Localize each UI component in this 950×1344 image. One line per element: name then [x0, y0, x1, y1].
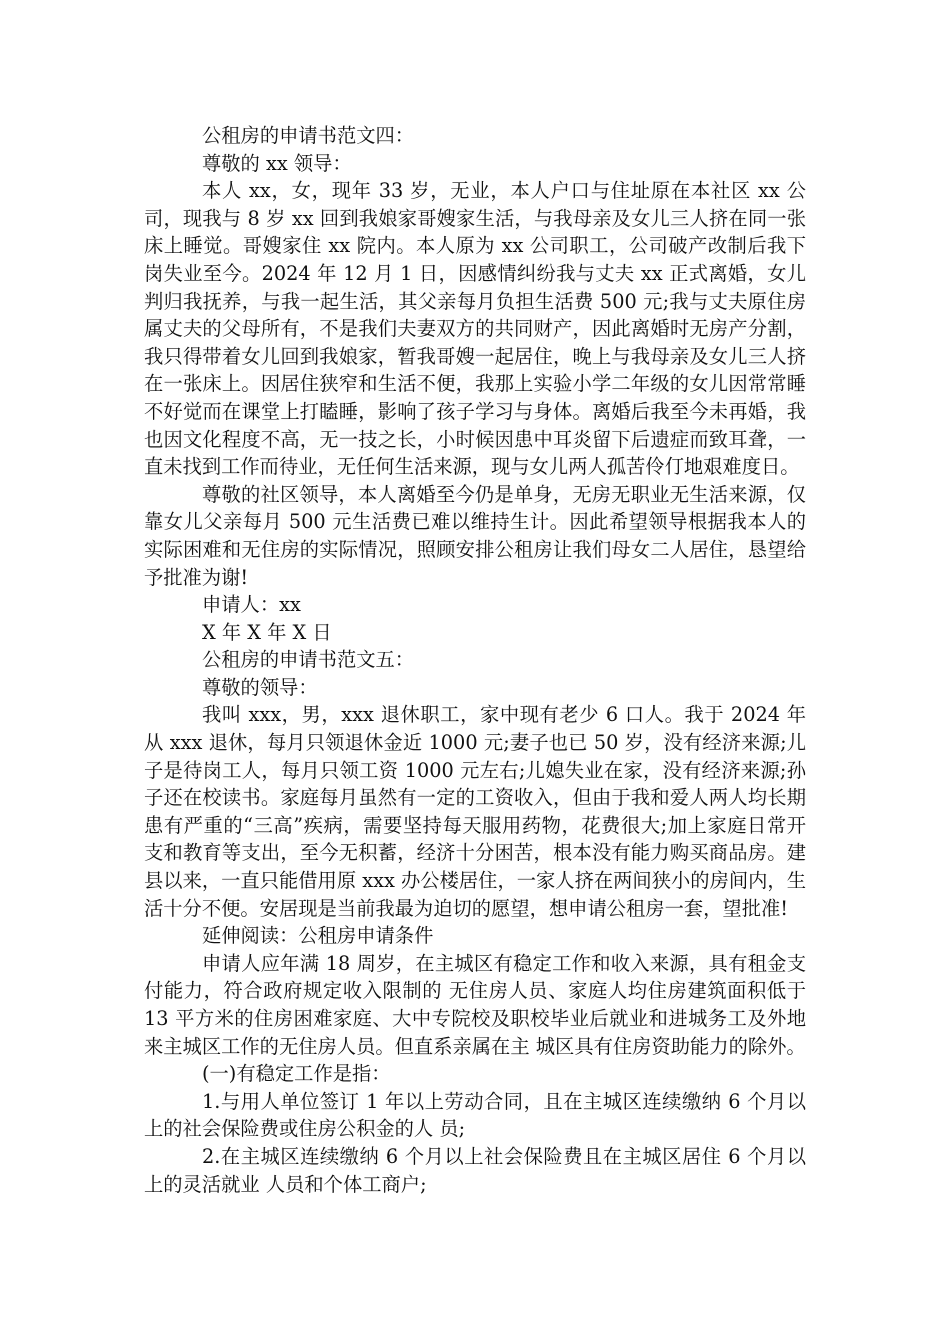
- sub-heading: (一)有稳定工作是指：: [202, 1062, 391, 1086]
- salutation: 尊敬的 xx 领导：: [202, 151, 352, 175]
- section-heading-5: 公租房的申请书范文五：: [202, 648, 415, 672]
- section-heading-4: 公租房的申请书范文四：: [202, 124, 415, 147]
- body-paragraph: 本人 xx，女，现年 33 岁，无业，本人户口与住址原在本社区 xx 公司，现我与 8 岁 xx 回到我娘家哥嫂家生活，与我母亲及女儿三人挤在同一张床上睡觉。哥嫂家住 xx 院内。本人原为 xx 公司职工，公司破产改制后我下岗失业至今。2024 年 12 月 1 日，因感情纠纷我与丈夫 xx 正式离婚，女儿判归我抚养，与我一起生活，其父亲每月负担生活费 500 元;我与丈夫原住房属丈夫的父母所有，不是我们夫妻双方的共同财产，因此离婚时无房产分割，我只得带着女儿回到我娘家，暂我哥嫂一起居住，晚上与我母亲及女儿三人挤在一张床上。因居住狭窄和生活不便，我那上实验小学二年级的女儿因常常睡不好觉而在课堂上打瞌睡，影响了孩子学习与身体。离婚后我至今未再婚，我也因文化程度不高，无一技之长，小时候因患中耳炎留下后遗症而致耳聋，一直未找到工作而待业，无任何生活来源，现与女儿两人孤苦伶仃地艰难度日。: [144, 179, 806, 479]
- body-paragraph: 我叫 xxx，男，xxx 退休职工，家中现有老少 6 口人。我于 2024 年从 xxx 退休，每月只领退休金近 1000 元;妻子也已 50 岁，没有经济来源;儿子是待岗工人，每月只领工资 1000 元左右;儿媳失业在家，没有经济来源;孙子还在校读书。家庭每月虽然有一定的工资收入，但由于我和爱人两人均长期患有严重的“三高”疾病，需要坚持每天服用药物，花费很大;加上家庭日常开支和教育等支出，至今无积蓄，经济十分困苦，根本没有能力购买商品房。建县以来，一直只能借用原 xxx 办公楼居住，一家人挤在两间狭小的房间内，生活十分不便。安居现是当前我最为迫切的愿望，想申请公租房一套，望批准!: [144, 703, 806, 920]
- date-line: X 年 X 年 X 日: [202, 620, 332, 644]
- extended-reading-heading: 延伸阅读：公租房申请条件: [202, 924, 434, 948]
- applicant-line: 申请人：xx: [202, 593, 301, 617]
- body-paragraph: 申请人应年满 18 周岁，在主城区有稳定工作和收入来源，具有租金支付能力，符合政府规定收入限制的 无住房人员、家庭人均住房建筑面积低于 13 平方米的住房困难家庭、大中专院校及职校毕业后就业和进城务工及外地来主城区工作的无住房人员。但直系亲属在主 城区具有住房资助能力的除外。: [144, 951, 806, 1058]
- document-page: [144, 122, 806, 1198]
- body-paragraph: 尊敬的社区领导，本人离婚至今仍是单身，无房无职业无生活来源，仅靠女儿父亲每月 500 元生活费已难以维持生计。因此希望领导根据我本人的实际困难和无住房的实际情况，照顾安排公租房让我们母女二人居住，恳望给予批准为谢!: [144, 482, 806, 589]
- salutation: 尊敬的领导：: [202, 675, 318, 699]
- list-item: 1.与用人单位签订 1 年以上劳动合同，且在主城区连续缴纳 6 个月以上的社会保险费或住房公积金的人 员;: [144, 1089, 806, 1141]
- list-item: 2.在主城区连续缴纳 6 个月以上社会保险费且在主城区居住 6 个月以上的灵活就业 人员和个体工商户;: [144, 1144, 806, 1196]
